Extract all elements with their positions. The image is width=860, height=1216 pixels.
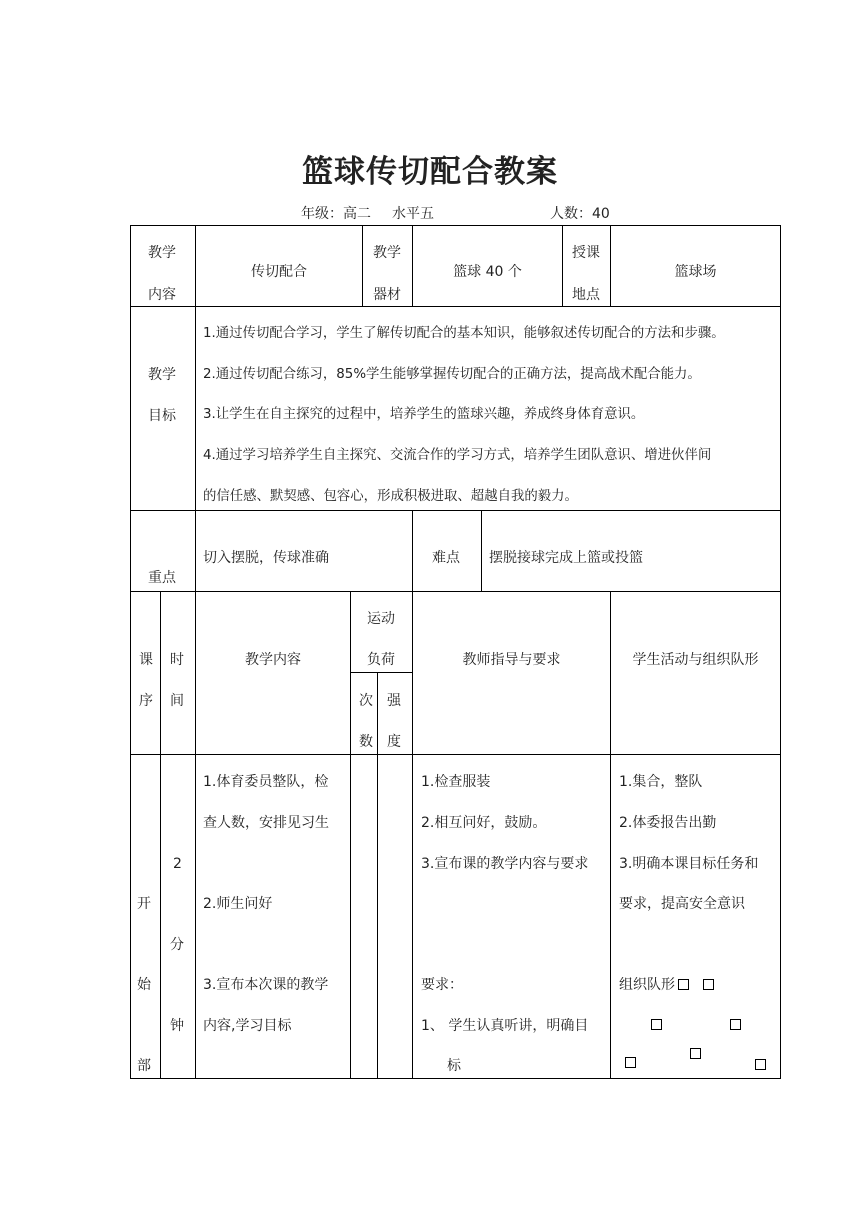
teacher-line: 2.相互问好，鼓励。 [421, 815, 547, 831]
formation-square-icon [690, 1048, 701, 1059]
content-label: 教学 [148, 245, 176, 261]
equipment-value: 篮球 40 个 [453, 264, 522, 280]
content-line: 1.体育委员整队，检 [203, 774, 329, 790]
times-header: 次 [359, 693, 373, 709]
content-value: 传切配合 [251, 264, 307, 280]
objective-item: 3.让学生在自主探究的过程中，培养学生的篮球兴趣，养成终身体育意识。 [203, 407, 645, 422]
difficulty-label: 难点 [432, 550, 460, 566]
duration-char: 2 [173, 856, 182, 872]
grade-label: 年级：高二 [301, 206, 371, 222]
intensity-header: 强 [387, 693, 401, 709]
student-line: 要求，提高安全意识 [619, 896, 745, 912]
formation-square-icon [678, 979, 689, 990]
teacher-line: 1、 学生认真听讲，明确目 [421, 1018, 589, 1034]
formation-square-icon [730, 1019, 741, 1030]
content-header: 教学内容 [245, 652, 301, 668]
section-char: 始 [137, 977, 151, 993]
teacher-line: 要求： [421, 977, 463, 993]
content-line: 2.师生问好 [203, 896, 273, 912]
objectives-label: 目标 [148, 408, 176, 424]
formation-square-icon [625, 1057, 636, 1068]
objective-item: 2.通过传切配合练习，85%学生能够掌握传切配合的正确方法，提高战术配合能力。 [203, 367, 701, 382]
student-line: 1.集合，整队 [619, 774, 703, 790]
location-label: 地点 [572, 287, 600, 303]
content-line: 3.宣布本次课的教学 [203, 977, 329, 993]
teacher-line: 1.检查服装 [421, 774, 491, 790]
objectives-label: 教学 [148, 367, 176, 383]
time-header: 时 [170, 652, 184, 668]
load-header: 负荷 [367, 652, 395, 668]
formation-square-icon [755, 1059, 766, 1070]
location-value: 篮球场 [674, 264, 717, 280]
equipment-label: 教学 [373, 245, 401, 261]
document-title: 篮球传切配合教案 [302, 154, 558, 190]
times-header: 数 [359, 734, 373, 750]
key-point-value: 切入摆脱，传球准确 [203, 550, 329, 566]
objective-item: 1.通过传切配合学习，学生了解传切配合的基本知识，能够叙述传切配合的方法和步骤。 [203, 326, 725, 341]
section-char: 开 [137, 896, 151, 912]
content-line: 查人数，安排见习生 [203, 815, 329, 831]
formation-square-icon [651, 1019, 662, 1030]
teacher-header: 教师指导与要求 [462, 652, 561, 668]
duration-char: 分 [170, 937, 184, 953]
student-header: 学生活动与组织队形 [632, 652, 759, 668]
teacher-line: 标 [447, 1058, 461, 1074]
equipment-label: 器材 [373, 287, 401, 303]
formation-square-icon [703, 979, 714, 990]
section-char: 部 [137, 1058, 151, 1074]
content-line: 内容,学习目标 [203, 1018, 292, 1034]
content-label: 内容 [148, 287, 176, 303]
teacher-line: 3.宣布课的教学内容与要求 [421, 856, 589, 872]
objective-item: 4.通过学习培养学生自主探究、交流合作的学习方式，培养学生团队意识、增进伙伴间 [203, 448, 712, 463]
student-line: 组织队形 [619, 977, 675, 993]
level-label: 水平五 [392, 206, 434, 222]
duration-char: 钟 [170, 1018, 184, 1034]
objective-item: 的信任感、默契感、包容心，形成积极进取、超越自我的毅力。 [203, 489, 578, 504]
student-line: 2.体委报告出勤 [619, 815, 717, 831]
student-count: 人数：40 [550, 206, 610, 222]
intensity-header: 度 [387, 734, 401, 750]
student-line: 3.明确本课目标任务和 [619, 856, 759, 872]
key-point-label: 重点 [148, 570, 176, 586]
sequence-header: 课 [139, 652, 153, 668]
sequence-header: 序 [139, 693, 153, 709]
load-header: 运动 [367, 611, 395, 627]
location-label: 授课 [572, 245, 600, 261]
time-header: 间 [170, 693, 184, 709]
difficulty-value: 摆脱接球完成上篮或投篮 [489, 550, 643, 566]
